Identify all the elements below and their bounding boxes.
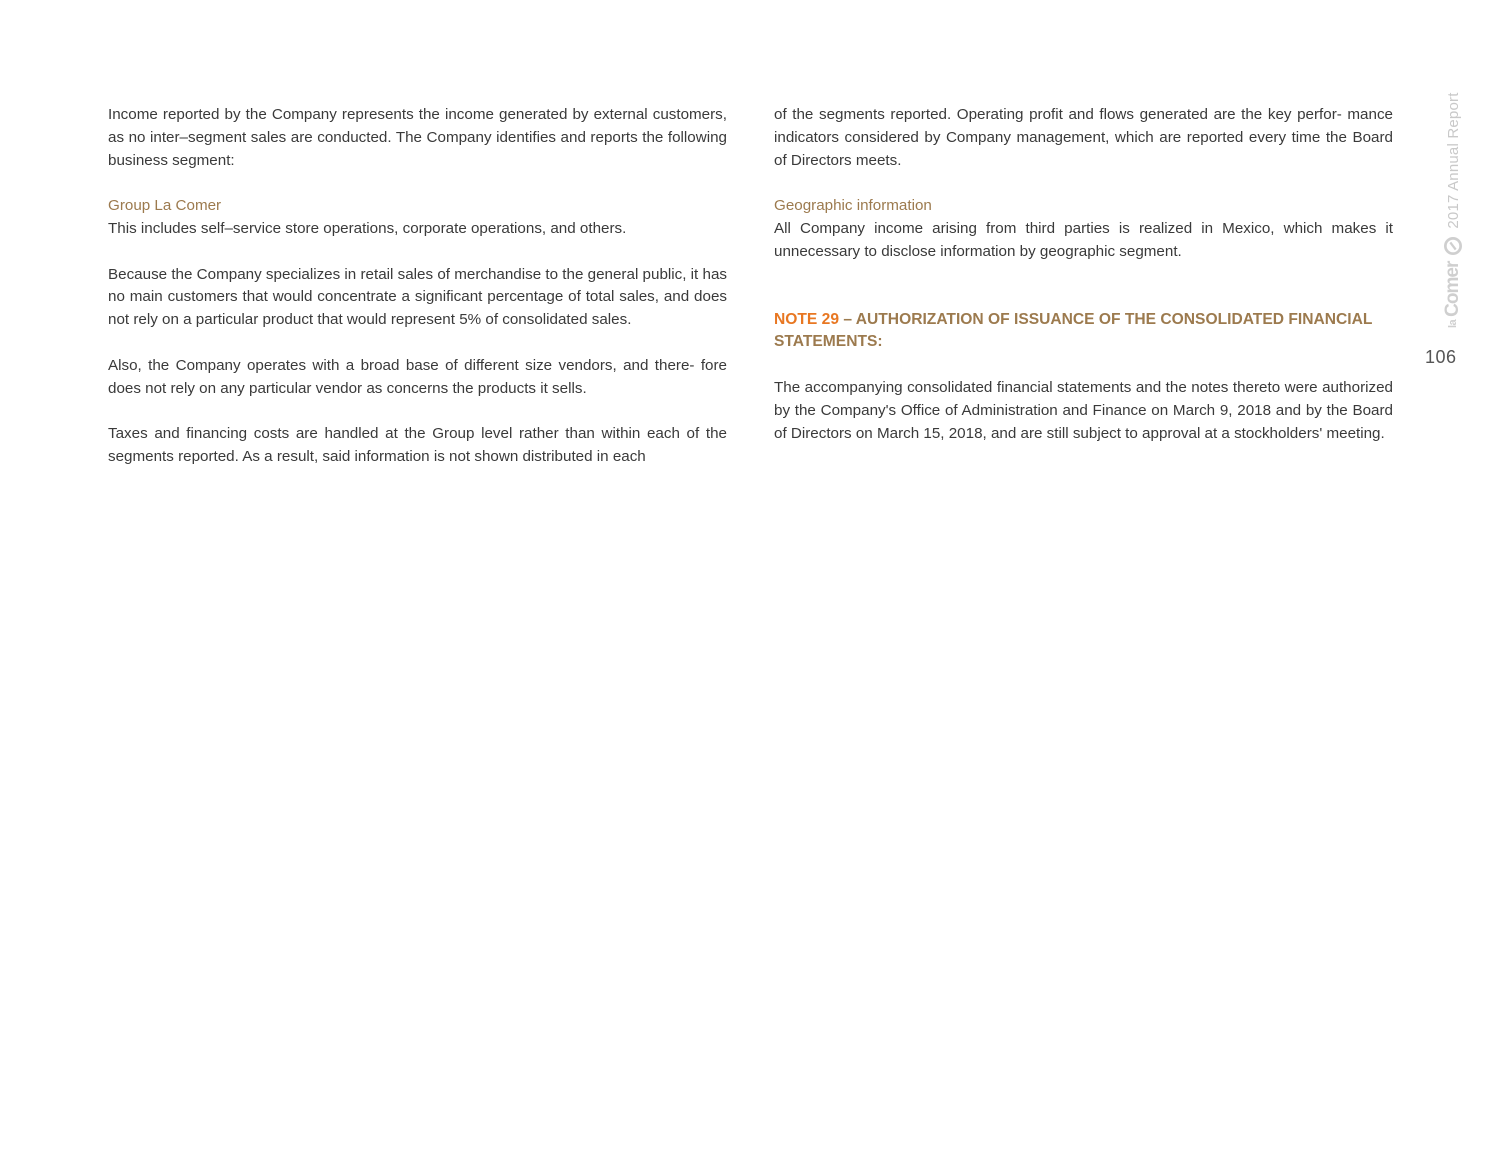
report-title: 2017 Annual Report xyxy=(1444,92,1462,229)
customers-paragraph: Because the Company specializes in retail sales of merchandise to the general public, it has no main customers that would concentrate a significant percentage of total sales, and does not rely on a particular product that would represent 5% of consolidated sales. xyxy=(108,265,727,329)
la-comer-logo xyxy=(1442,237,1464,328)
right-column xyxy=(774,104,1393,446)
note-title: – AUTHORIZATION OF ISSUANCE OF THE CONSOLIDATED FINANCIAL STATEMENTS: xyxy=(774,310,1373,351)
group-la-comer-section xyxy=(108,195,727,241)
geographic-section xyxy=(774,195,1393,263)
group-la-comer-heading: Group La Comer xyxy=(108,197,222,215)
logo-comer-text: Comer xyxy=(1442,261,1463,317)
geographic-heading: Geographic information xyxy=(774,197,932,215)
sidebar-vertical-group xyxy=(1442,92,1464,328)
geographic-text: All Company income arising from third parties is realized in Mexico, which makes it unnecessary to disclose information by geographic segment. xyxy=(774,219,1393,260)
segments-continued-paragraph: of the segments reported. Operating profit and flows generated are the key perfor- mance indicators considered by Company management, which are reported every time the Board of Directors meets. xyxy=(774,106,1393,169)
logo-mark-icon xyxy=(1444,237,1462,255)
intro-paragraph: Income reported by the Company represents the income generated by external customers, as no inter–segment sales are conducted. The Company identifies and reports the following business segment: xyxy=(108,106,727,169)
logo-la-text: la xyxy=(1447,319,1459,328)
group-la-comer-text: This includes self–service store operations, corporate operations, and others. xyxy=(108,219,627,237)
note-29-heading xyxy=(774,309,1393,355)
page-number: 106 xyxy=(1425,347,1457,367)
taxes-paragraph: Taxes and financing costs are handled at the Group level rather than within each of the segments reported. As a result, said information is not shown distributed in each xyxy=(108,425,727,465)
authorization-paragraph: The accompanying consolidated financial statements and the notes thereto were authorized by the Company's Office of Administration and Finance on March 9, 2018 and by the Board of Directors on March 15, 2018, and are still subject to approval at a stockholders' meeting. xyxy=(774,379,1393,442)
vendors-paragraph: Also, the Company operates with a broad base of different size vendors, and there- fore does not rely on any particular vendor as concerns the products it sells. xyxy=(108,356,727,397)
left-column xyxy=(108,104,727,469)
note-number: NOTE 29 xyxy=(774,310,839,328)
sidebar xyxy=(1418,60,1466,380)
